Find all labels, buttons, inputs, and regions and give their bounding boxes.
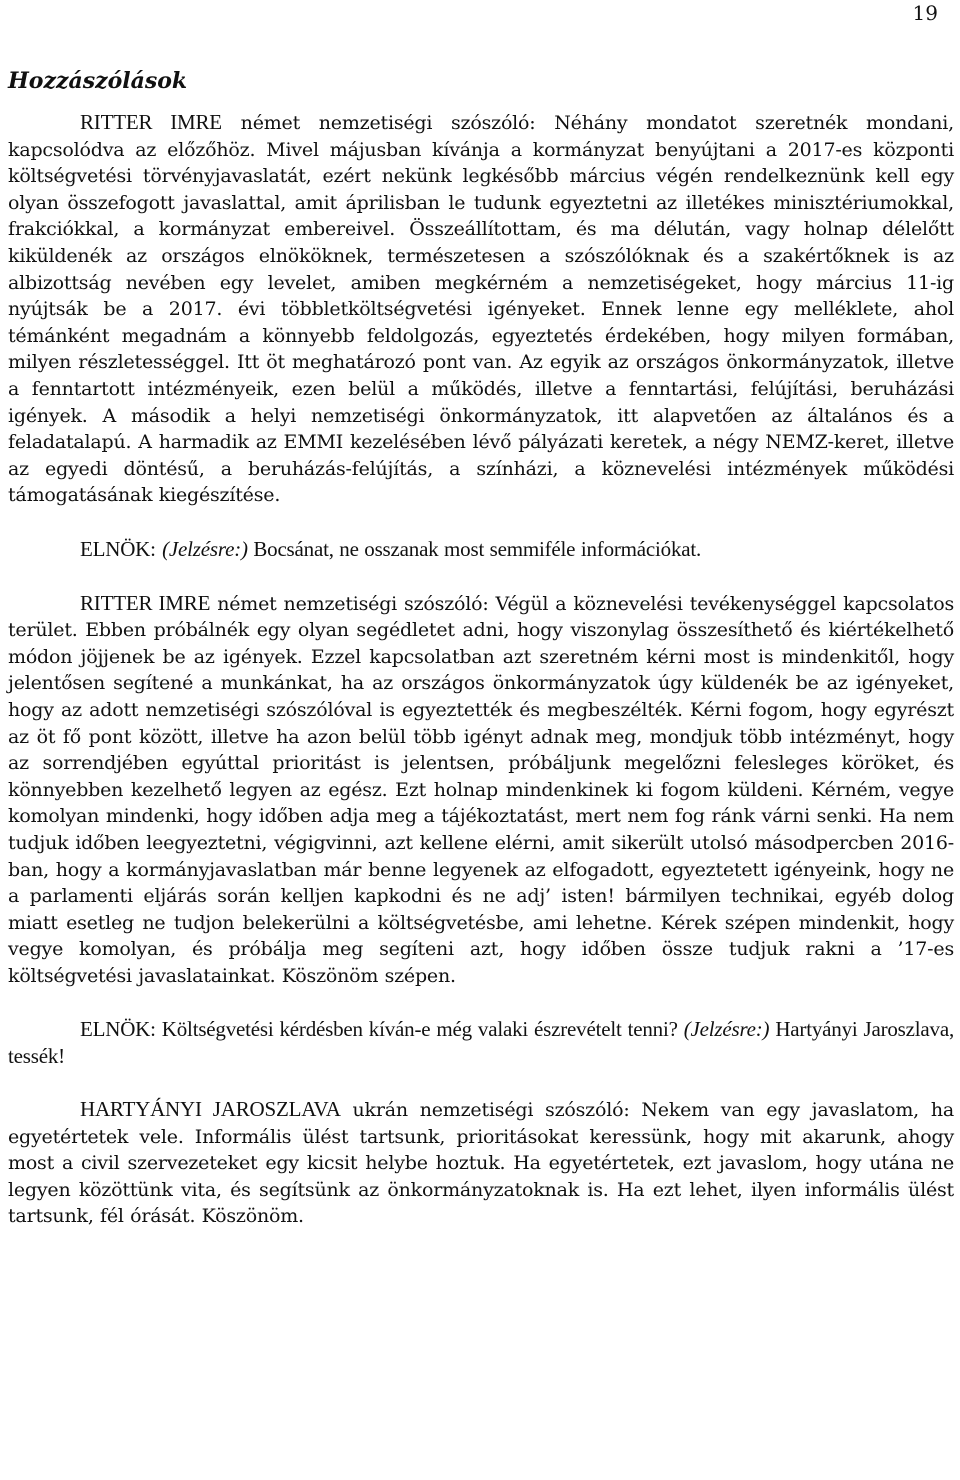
paragraph-text: ukrán nemzetiségi szószóló: Nekem van egy javaslatom, ha egyetértetek vele. Informális ülést tartsunk, prioritásokat keressünk, hogy mit akarunk, ahogy most a civil szervezeteket egy kicsit helybe hoztuk. Ha egyetértetek, ezt javaslom, hogy utána ne legyen közöttünk vita, és segítsünk az önkormányzatoknak is. Ha ezt lehet, ilyen informális ülést tartsunk, fél órását. Köszönöm. <box>8 1098 954 1228</box>
paragraph-gap <box>8 563 954 590</box>
paragraph-text: német nemzetiségi szószóló: Néhány mondatot szeretnék mondani, kapcsolódva az előzőhöz. Mivel májusban kívánja a kormányzat benyújtani a 2017-es központi költségvetési törvényjavaslatát, ezért nekünk legkésőbb március végén rendelkeznünk kell egy olyan összefogott javaslattal, amit áprilisban le tudunk egyeztetni az illetékes minisztériumokkal, frakciókkal, a kormányzat embereivel. Összeállítottam, és ma délután, vagy holnap délelőtt kiküldenék az országos elnököknek, természetesen a szószólóknak és a szakértőknek is az albizottság nevében egy levelet, amiben megkérném a nemzetiségeket, hogy március 11-ig nyújtsák be a 2017. évi többletköltségvetési igényeket. Ennek lenne egy melléklete, ahol témánként megadnám a könnyebb feldolgozás, egyeztetés érdekében, hogy milyen formában, milyen részletességgel. Itt öt meghatározó pont van. Az egyik az országos önkormányzatok, illetve a fenntartott intézményeik, ezen belül a működés, illetve a fenntartási, felújítási, beruházási igények. A második a helyi nemzetiségi önkormányzatok, itt alapvetően az általános és a feladatalapú. A harmadik az EMMI kezelésében lévő pályázati keretek, a négy NEMZ-keret, illetve az egyedi döntésű, a beruházás-felújítás, a színházi, a köznevelési intézmények működési támogatásának kiegészítése. <box>8 112 954 507</box>
paragraph-elnok-2 <box>8 1016 954 1069</box>
page-number: 19 <box>912 1 938 25</box>
stage-note: (Jelzésre:) <box>683 1017 770 1042</box>
paragraph-gap <box>8 509 954 536</box>
stage-note: (Jelzésre:) <box>162 536 248 561</box>
speaker-name: HARTYÁNYI JAROSZLAVA <box>80 1096 341 1121</box>
paragraph-gap <box>8 1069 954 1096</box>
paragraph-elnok-1 <box>8 536 954 564</box>
paragraph-hartyanyi <box>8 1096 954 1230</box>
paragraph-gap <box>8 990 954 1017</box>
speaker-name: RITTER IMRE <box>80 590 211 615</box>
paragraph-text: Bocsánat, ne osszanak most semmiféle információkat. <box>247 536 702 561</box>
paragraph-ritter-1 <box>8 109 954 509</box>
speaker-name: ELNÖK: <box>80 1017 156 1042</box>
speaker-name: RITTER IMRE <box>80 110 222 134</box>
paragraph-text: Hartyányi Jaroszlava, tessék! <box>8 1017 955 1068</box>
body-text <box>8 109 954 1230</box>
section-heading: Hozzászólások <box>8 68 188 94</box>
document-page <box>8 0 954 1480</box>
paragraph-text: Költségvetési kérdésben kíván-e még valaki észrevételt tenni? <box>155 1017 684 1042</box>
speaker-name: ELNÖK: <box>80 536 156 561</box>
paragraph-ritter-2 <box>8 590 954 990</box>
paragraph-text: német nemzetiségi szószóló: Végül a köznevelési tevékenységgel kapcsolatos terület. Ebben próbálnék egy olyan segédletet adni, hogy viszonylag összesíthető és kiértékelhető módon jöjjenek be az igények. Ezzel kapcsolatban azt szeretném kérni most is mindenkitől, hogy jelentősen segítené a munkánkat, ha az országos önkormányzatok úgy küldenék be az igényeket, hogy az adott nemzetiségi szószólóval is egyeztették és megbeszélték. Kérni fogom, hogy egyrészt az öt fő pont között, illetve ha azon belül több igényt adnak meg, mondjuk több intézményt, hogy az sorrendjében egyúttal prioritást is jelentsen, próbáljunk megelőzni felesleges köröket, és könnyebben kezelhető legyen az egész. Ezt holnap mindenkinek ki fogom küldeni. Kérném, vegye komolyan mindenki, hogy időben adja meg a tájékoztatást, mert nem fog ránk várni senki. Ha nem tudjuk időben leegyeztetni, végigvinni, azt kellene elérni, amit sikerült utolsó másodpercben 2016-ban, hogy a kormányjavaslatban már benne legyenek az elfogadott, egyeztetett igényeink, hogy ne a parlamenti eljárás során kelljen kapkodni és ne adj’ isten! bármilyen technikai, egyéb dolog miatt esetleg ne tudjon belekerülni a költségvetésbe, ami lehetne. Kérek szépen mindenkit, hogy vegye komolyan, és próbálja meg segíteni azt, hogy időben össze tudjuk rakni a ’17-es költségvetési javaslatainkat. Köszönöm szépen. <box>8 592 955 987</box>
